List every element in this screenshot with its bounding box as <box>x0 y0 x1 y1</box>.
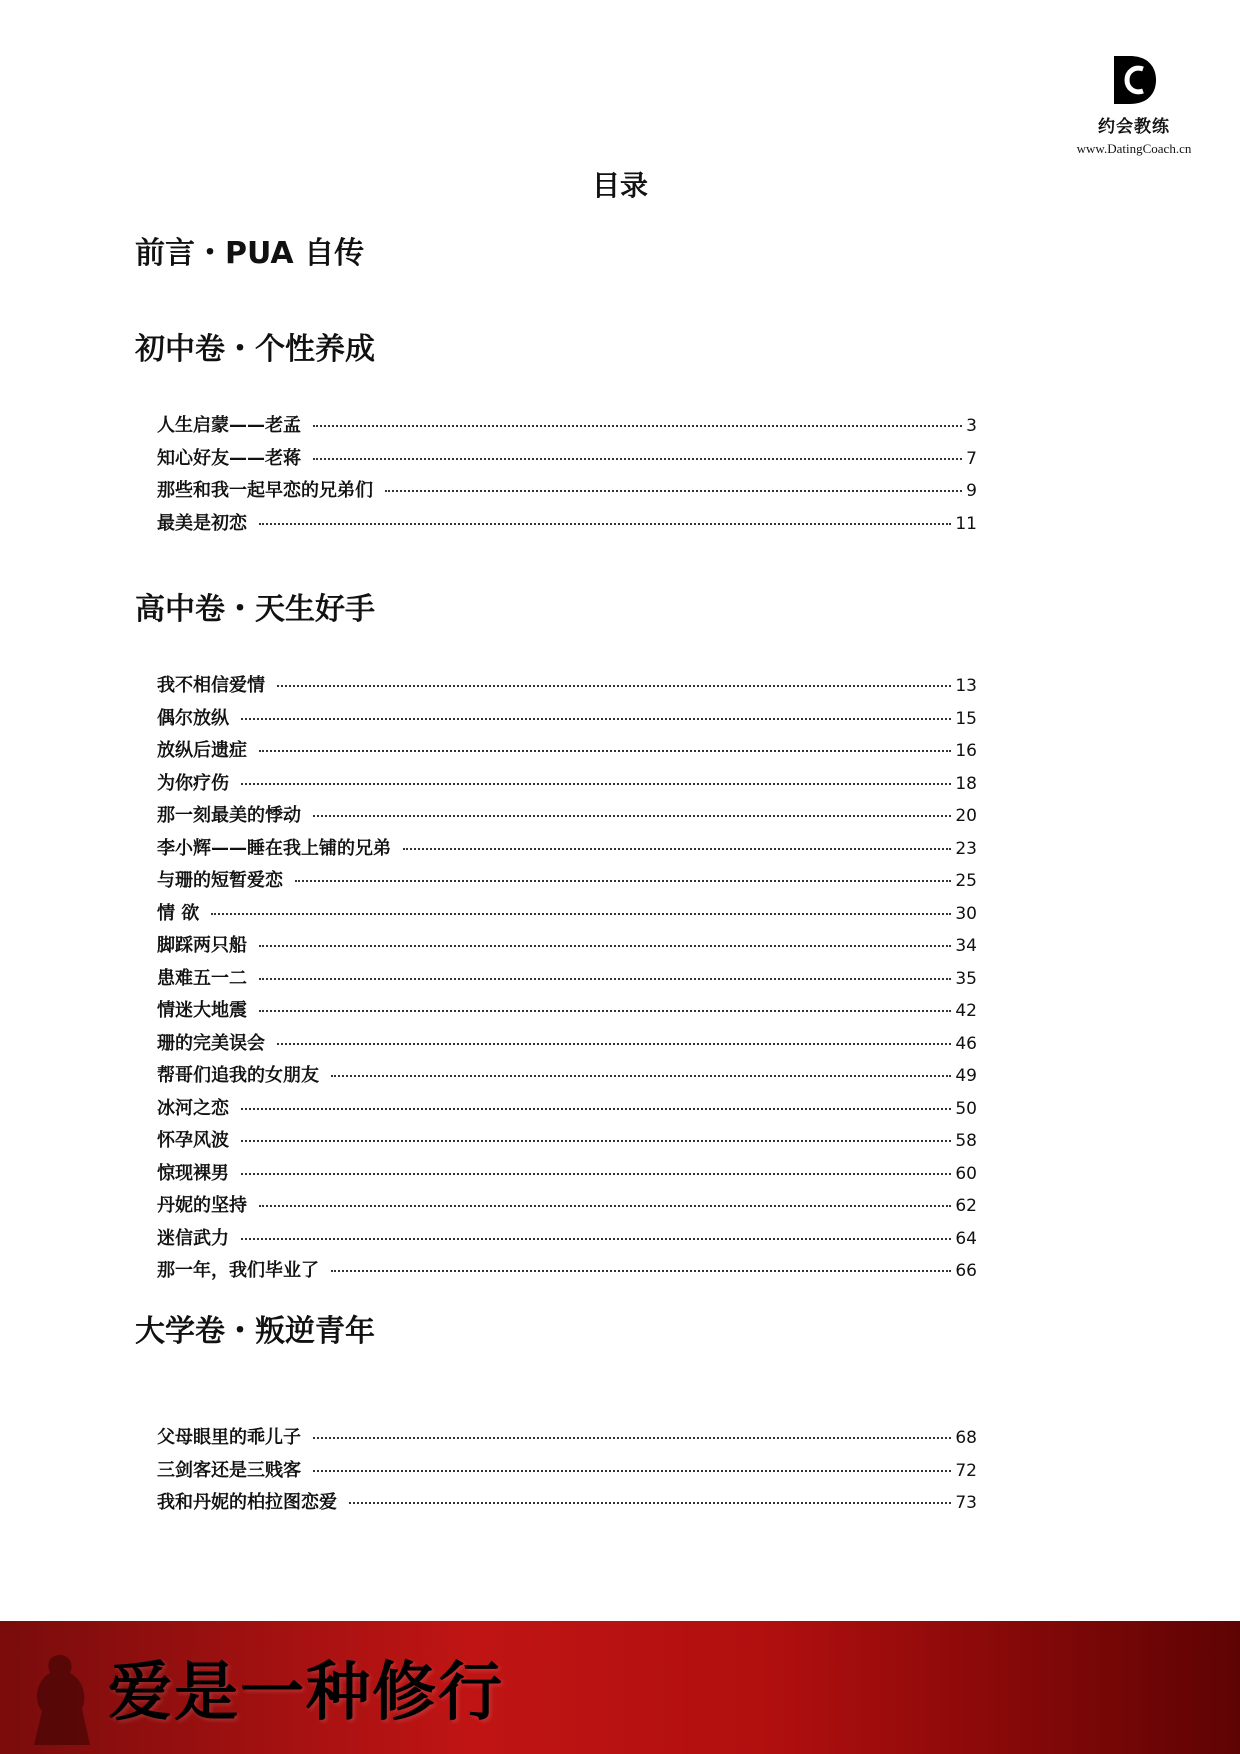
dot-leader <box>385 490 962 492</box>
toc-entry-page: 72 <box>955 1460 977 1481</box>
toc-entry-title: 李小辉——睡在我上铺的兄弟 <box>157 837 391 859</box>
toc-entry[interactable] <box>157 1456 977 1489</box>
dot-leader <box>313 815 951 817</box>
dot-leader <box>211 913 951 915</box>
section-heading-preface: 前言・PUA 自传 <box>135 236 365 271</box>
dot-leader <box>331 1270 951 1272</box>
toc-entry-title: 三剑客还是三贱客 <box>157 1459 301 1481</box>
toc-entry[interactable] <box>157 1061 977 1094</box>
toc-entry-title: 放纵后遗症 <box>157 740 247 761</box>
dot-leader <box>241 1173 951 1175</box>
toc-entry-title: 我不相信爱情 <box>157 675 265 696</box>
toc-entry-page: 7 <box>966 448 977 469</box>
toc-entry[interactable] <box>157 1126 977 1159</box>
dot-leader <box>349 1502 951 1504</box>
dot-leader <box>241 718 951 720</box>
toc-entry-page: 66 <box>955 1261 977 1281</box>
toc-entry[interactable] <box>157 1488 977 1521</box>
toc-entry-title: 迷信武力 <box>157 1227 229 1249</box>
toc-list-university <box>157 1423 977 1521</box>
brand-logo <box>1064 54 1204 157</box>
dot-leader <box>277 685 951 687</box>
toc-entry[interactable] <box>157 866 977 899</box>
toc-entry-title: 最美是初恋 <box>157 512 247 534</box>
section-heading-junior-high: 初中卷・个性养成 <box>135 332 375 367</box>
toc-entry-title: 那些和我一起早恋的兄弟们 <box>157 480 373 501</box>
dot-leader <box>241 1238 951 1240</box>
dot-leader <box>277 1043 951 1045</box>
toc-entry[interactable] <box>157 444 977 477</box>
logo-url: www.DatingCoach.cn <box>1076 141 1192 156</box>
toc-entry-title: 那一年，我们毕业了 <box>157 1260 319 1281</box>
toc-entry[interactable] <box>157 769 977 802</box>
toc-entry-title: 珊的完美误会 <box>157 1032 265 1054</box>
toc-entry-title: 为你疗伤 <box>157 772 229 794</box>
toc-entry-page: 62 <box>955 1196 977 1216</box>
toc-entry[interactable] <box>157 1191 977 1224</box>
toc-entry[interactable] <box>157 1029 977 1062</box>
toc-entry-title: 与珊的短暂爱恋 <box>157 870 283 891</box>
toc-entry-page: 35 <box>955 968 977 989</box>
toc-entry-title: 知心好友——老蒋 <box>157 447 301 469</box>
toc-entry-title: 患难五一二 <box>157 967 247 989</box>
dot-leader <box>259 978 951 980</box>
toc-entry-page: 58 <box>955 1131 977 1151</box>
silhouette-figure-icon <box>20 1649 100 1749</box>
toc-entry[interactable] <box>157 899 977 932</box>
dc-logo-icon <box>1110 54 1158 106</box>
toc-entry-title: 帮哥们追我的女朋友 <box>157 1065 319 1086</box>
toc-entry-page: 23 <box>955 838 977 859</box>
footer-banner <box>0 1621 1240 1754</box>
toc-entry[interactable] <box>157 1094 977 1127</box>
section-heading-university: 大学卷・叛逆青年 <box>135 1314 375 1349</box>
toc-entry-title: 冰河之恋 <box>157 1097 229 1119</box>
toc-entry-page: 50 <box>955 1098 977 1119</box>
toc-entry-page: 34 <box>955 936 977 956</box>
toc-entry[interactable] <box>157 1423 977 1456</box>
dot-leader <box>259 1205 951 1207</box>
toc-entry-title: 脚踩两只船 <box>157 935 247 956</box>
toc-entry-title: 那一刻最美的悸动 <box>157 805 301 826</box>
toc-entry[interactable] <box>157 736 977 769</box>
toc-entry[interactable] <box>157 411 977 444</box>
dot-leader <box>331 1075 951 1077</box>
toc-entry-title: 人生启蒙——老孟 <box>157 415 301 436</box>
toc-entry-page: 9 <box>966 481 977 501</box>
toc-entry-page: 42 <box>955 1001 977 1021</box>
toc-entry[interactable] <box>157 671 977 704</box>
dot-leader <box>313 458 962 460</box>
toc-entry-page: 18 <box>955 773 977 794</box>
toc-entry-page: 49 <box>955 1066 977 1086</box>
toc-entry[interactable] <box>157 476 977 509</box>
toc-entry-page: 25 <box>955 871 977 891</box>
dot-leader <box>259 1010 951 1012</box>
dot-leader <box>313 425 962 427</box>
toc-entry-title: 情 欲 <box>157 902 200 924</box>
toc-entry-title: 怀孕风波 <box>157 1130 229 1151</box>
dot-leader <box>259 523 951 525</box>
toc-entry-page: 13 <box>955 676 977 696</box>
toc-entry-page: 20 <box>955 806 977 826</box>
toc-entry-page: 64 <box>955 1228 977 1249</box>
toc-entry-page: 46 <box>955 1033 977 1054</box>
toc-entry[interactable] <box>157 704 977 737</box>
dot-leader <box>403 848 951 850</box>
toc-entry[interactable] <box>157 931 977 964</box>
toc-entry[interactable] <box>157 1256 977 1289</box>
toc-list-senior-high <box>157 671 977 1289</box>
toc-entry[interactable] <box>157 964 977 997</box>
dot-leader <box>313 1470 951 1472</box>
toc-entry-title: 惊现裸男 <box>157 1162 229 1184</box>
toc-entry[interactable] <box>157 801 977 834</box>
toc-entry-page: 60 <box>955 1163 977 1184</box>
toc-entry-title: 丹妮的坚持 <box>157 1195 247 1216</box>
dot-leader <box>295 880 951 882</box>
dot-leader <box>259 945 951 947</box>
footer-slogan: 爱是一种修行 <box>108 1655 504 1730</box>
toc-entry-title: 情迷大地震 <box>157 1000 247 1021</box>
toc-list-junior-high <box>157 411 977 541</box>
toc-entry-page: 16 <box>955 741 977 761</box>
toc-title: 目录 <box>591 169 648 202</box>
dot-leader <box>259 750 951 752</box>
toc-entry[interactable] <box>157 1224 977 1257</box>
toc-entry-page: 68 <box>955 1428 977 1448</box>
section-heading-senior-high: 高中卷・天生好手 <box>135 592 375 627</box>
toc-entry-page: 11 <box>955 513 977 534</box>
toc-entry-title: 我和丹妮的柏拉图恋爱 <box>157 1492 337 1513</box>
dot-leader <box>241 1108 951 1110</box>
toc-entry-page: 73 <box>955 1493 977 1513</box>
toc-entry[interactable] <box>157 1159 977 1192</box>
dot-leader <box>241 1140 951 1142</box>
dot-leader <box>241 783 951 785</box>
toc-entry[interactable] <box>157 996 977 1029</box>
dot-leader <box>313 1437 951 1439</box>
toc-entry-title: 偶尔放纵 <box>157 707 229 729</box>
toc-entry-page: 3 <box>966 416 977 436</box>
toc-entry-page: 30 <box>955 903 977 924</box>
toc-entry-page: 15 <box>955 708 977 729</box>
toc-entry[interactable] <box>157 509 977 542</box>
toc-entry-title: 父母眼里的乖儿子 <box>157 1427 301 1448</box>
logo-brand-text: 约会教练 <box>1098 117 1170 137</box>
toc-entry[interactable] <box>157 834 977 867</box>
